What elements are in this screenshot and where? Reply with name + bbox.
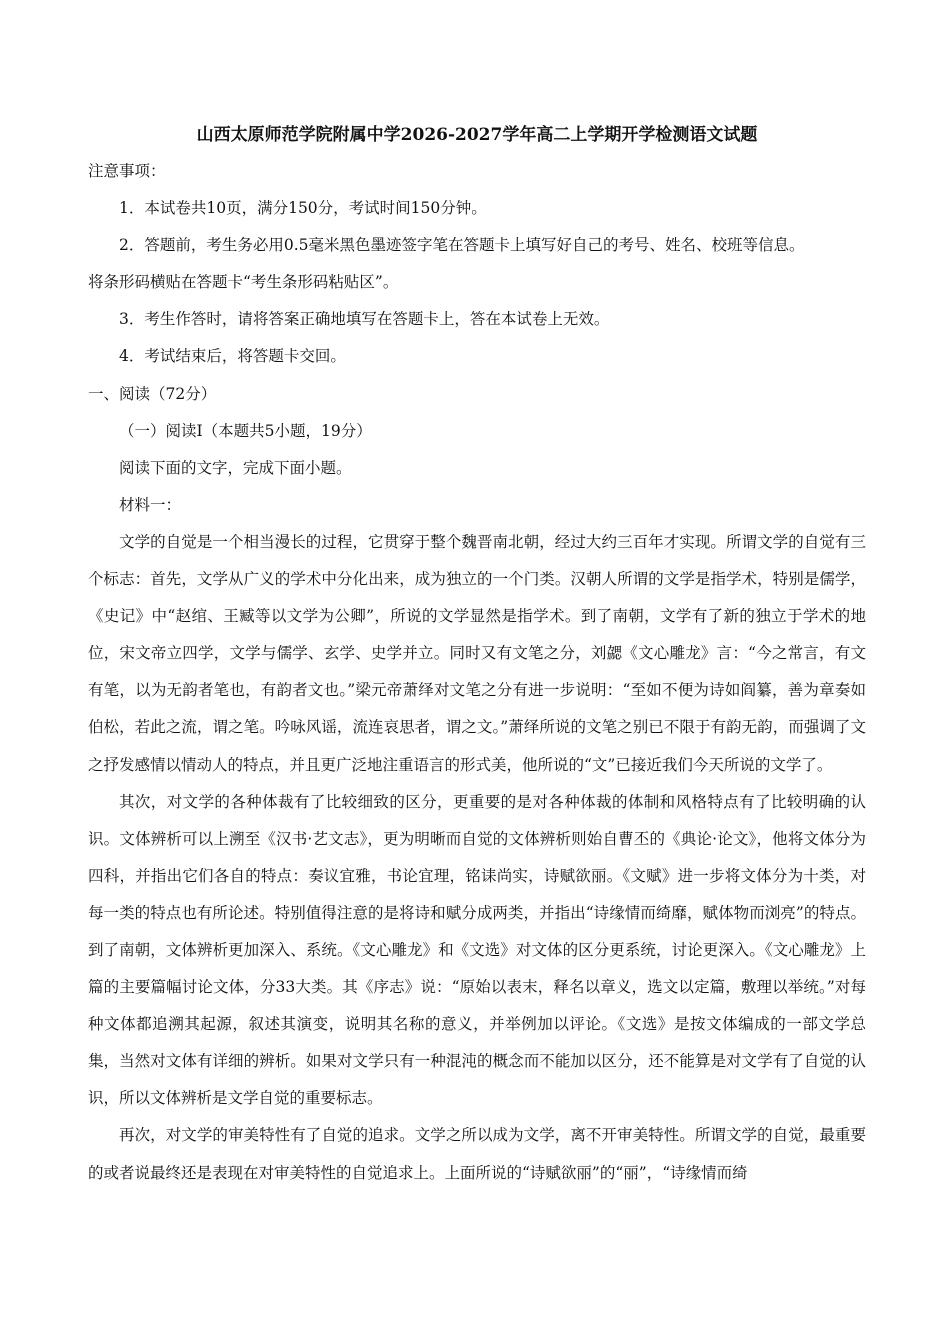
section-heading: 一、阅读（72分） bbox=[88, 384, 217, 403]
section-instruction: 阅读下面的文字，完成下面小题。 bbox=[119, 458, 352, 477]
notice-item-3: 3．考生作答时，请将答案正确地填写在答题卡上，答在本试卷上无效。 bbox=[119, 310, 610, 329]
exam-page bbox=[88, 117, 866, 1192]
material-label: 材料一： bbox=[119, 495, 182, 514]
notice-item-4: 4．考试结束后，将答题卡交回。 bbox=[119, 347, 346, 366]
notice-item-2: 2．答题前，考生务必用0.5毫米黑色墨迹签字笔在答题卡上填写好自己的考号、姓名、校班等信息。 bbox=[119, 236, 805, 255]
section-subheading: （一）阅读Ⅰ（本题共5小题，19分） bbox=[119, 421, 372, 440]
notice-item-1: 1．本试卷共10页，满分150分，考试时间150分钟。 bbox=[119, 199, 487, 218]
paragraph-1: 文学的自觉是一个相当漫长的过程，它贯穿于整个魏晋南北朝，经过大约三百年才实现。所谓文学的自觉有三个标志：首先，文学从广义的学术中分化出来，成为独立的一个门类。汉朝人所谓的文学是指学术，特别是儒学，《史记》中“赵绾、王臧等以文学为公卿”，所说的文学显然是指学术。到了南朝，文学有了新的独立于学术的地位，宋文帝立四学，文学与儒学、玄学、史学并立。同时又有文笔之分，刘勰《文心雕龙》言：“今之常言，有文有笔，以为无韵者笔也，有韵者文也。”梁元帝萧绎对文笔之分有进一步说明：“至如不便为诗如阎纂，善为章奏如伯松，若此之流，谓之笔。吟咏风谣，流连哀思者，谓之文。”萧绎所说的文笔之别已不限于有韵无韵，而强调了文之抒发感情以情动人的特点，并且更广泛地注重语言的形式美，他所说的“文”已接近我们今天所说的文学了。 bbox=[88, 532, 866, 774]
page-title: 山西太原师范学院附属中学2026-2027学年高二上学期开学检测语文试题 bbox=[196, 125, 758, 145]
paragraph-2: 其次，对文学的各种体裁有了比较细致的区分，更重要的是对各种体裁的体制和风格特点有了比较明确的认识。文体辨析可以上溯至《汉书·艺文志》，更为明晰而自觉的文体辨析则始自曹丕的《典论·论文》，他将文体分为四科，并指出它们各自的特点：奏议宜雅，书论宜理，铭诔尚实，诗赋欲丽。《文赋》进一步将文体分为十类，对每一类的特点也有所论述。特别值得注意的是将诗和赋分成两类，并指出“诗缘情而绮靡，赋体物而浏亮”的特点。到了南朝，文体辨析更加深入、系统。《文心雕龙》和《文选》对文体的区分更系统，讨论更深入。《文心雕龙》上篇的主要篇幅讨论文体，分33大类。其《序志》说：“原始以表末，释名以章义，选文以定篇，敷理以举统。”对每种文体都追溯其起源，叙述其演变，说明其名称的意义，并举例加以评论。《文选》是按文体编成的一部文学总集，当然对文体有详细的辨析。如果对文学只有一种混沌的概念而不能加以区分，还不能算是对文学有了自觉的认识，所以文体辨析是文学自觉的重要标志。 bbox=[88, 792, 866, 1108]
notice-item-2-continued: 将条形码横贴在答题卡“考生条形码粘贴区”。 bbox=[88, 273, 399, 292]
paragraph-3: 再次，对文学的审美特性有了自觉的追求。文学之所以成为文学，离不开审美特性。所谓文学的自觉，最重要的或者说最终还是表现在对审美特性的自觉追求上。上面所说的“诗赋欲丽”的“丽”，“诗缘情而绮 bbox=[88, 1126, 866, 1182]
notice-heading: 注意事项： bbox=[88, 162, 166, 180]
